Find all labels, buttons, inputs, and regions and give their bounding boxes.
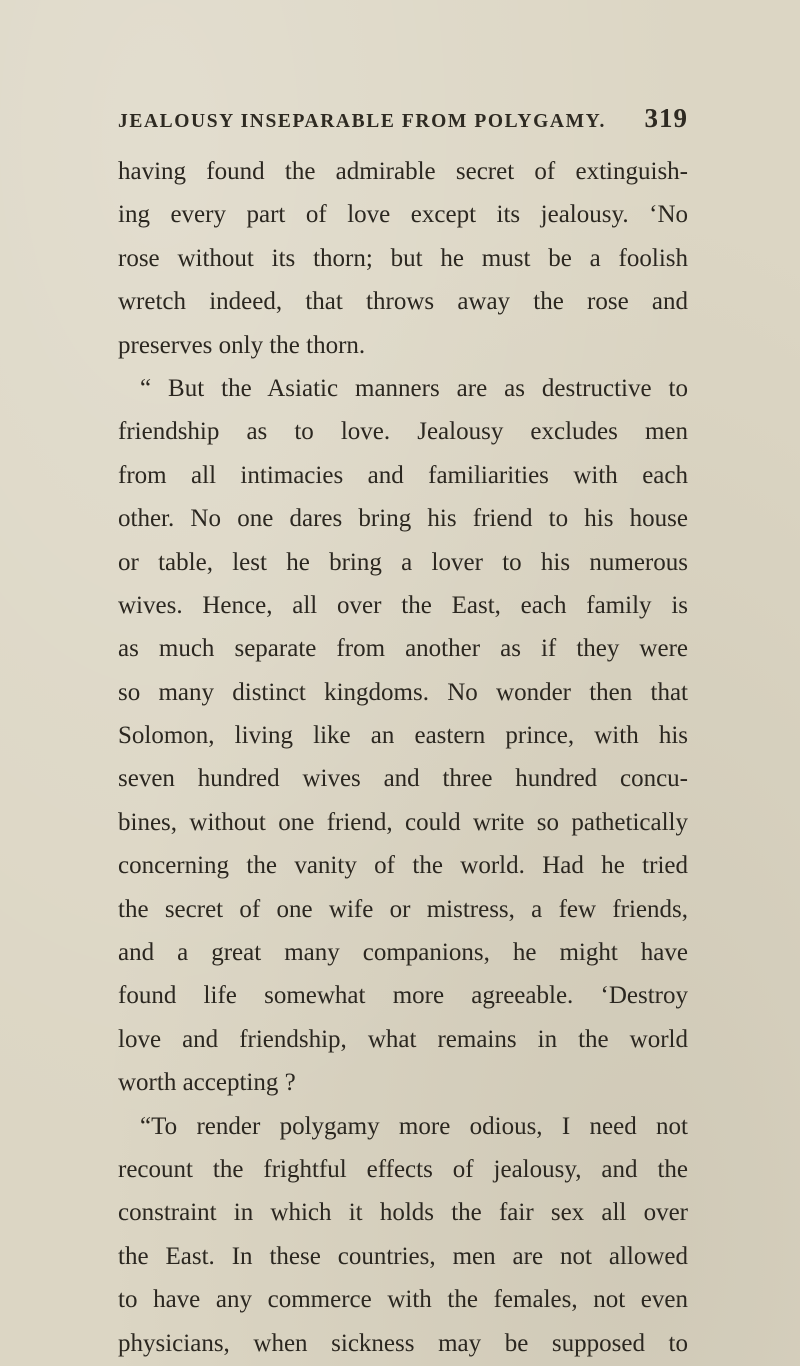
text-line: concerning the vanity of the world. Had he tried — [118, 852, 688, 880]
body-text — [118, 150, 688, 1365]
text-line: wretch indeed, that throws away the rose and — [118, 288, 688, 316]
text-line: as much separate from another as if they were — [118, 635, 688, 663]
text-line: found life somewhat more agreeable. ‘Destroy — [118, 982, 688, 1010]
text-line: and a great many companions, he might have — [118, 939, 688, 967]
text-line: love and friendship, what remains in the world — [118, 1025, 688, 1053]
text-line: rose without its thorn; but he must be a foolish — [118, 244, 688, 272]
text-line: the East. In these countries, men are not allowed — [118, 1242, 688, 1270]
text-line: having found the admirable secret of extinguish- — [118, 158, 688, 185]
text-line: from all intimacies and familiarities with each — [118, 461, 688, 489]
running-title: JEALOUSY INSEPARABLE FROM POLYGAMY. — [118, 111, 606, 132]
text-line: preserves only the thorn. — [118, 331, 366, 359]
text-line: the secret of one wife or mistress, a few friends, — [118, 895, 688, 923]
text-line: Solomon, living like an eastern prince, with his — [118, 722, 688, 750]
running-head — [118, 103, 688, 139]
text-line: “To render polygamy more odious, I need not — [140, 1112, 688, 1140]
text-line: other. No one dares bring his friend to his house — [118, 505, 688, 533]
text-line: constraint in which it holds the fair sex all over — [118, 1199, 688, 1227]
page-number: 319 — [644, 103, 688, 133]
text-line: wives. Hence, all over the East, each family is — [118, 591, 688, 619]
text-line: so many distinct kingdoms. No wonder then that — [118, 678, 688, 706]
text-line: seven hundred wives and three hundred concu- — [118, 765, 688, 793]
text-line: worth accepting ? — [118, 1069, 296, 1097]
text-line: physicians, when sickness may be supposed to — [118, 1329, 688, 1357]
text-line: “ But the Asiatic manners are as destructive to — [140, 374, 688, 402]
text-line: friendship as to love. Jealousy excludes men — [118, 418, 688, 446]
text-line: ing every part of love except its jealousy. ‘No — [118, 201, 688, 229]
text-line: or table, lest he bring a lover to his numerous — [118, 548, 688, 576]
text-line: recount the frightful effects of jealousy, and the — [118, 1155, 688, 1183]
text-line: to have any commerce with the females, not even — [118, 1286, 688, 1314]
text-line: bines, without one friend, could write so pathetically — [118, 808, 688, 836]
